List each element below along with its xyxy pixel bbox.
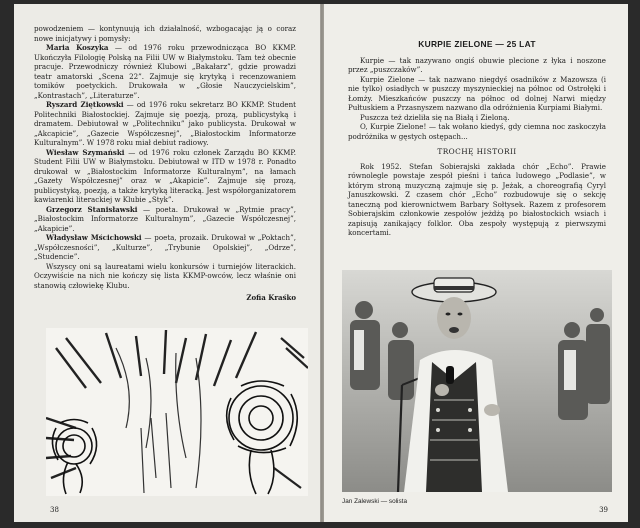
photo-image xyxy=(342,270,612,492)
bio-entry xyxy=(34,205,296,234)
photo-caption: Jan Zalewski — solista xyxy=(342,498,407,505)
paragraph-4: O, Kurpie Zielone! — tak wołano kiedyś, gdy ciemna noc zaskoczyła podróżnika w gęstych ostępach... xyxy=(348,122,606,141)
right-page xyxy=(324,4,628,522)
bio-name: Maria Koszyka xyxy=(46,43,109,52)
bio-entry xyxy=(34,233,296,262)
right-text-column xyxy=(348,40,606,238)
author-signature: Zofia Kraśko xyxy=(246,293,296,302)
bio-text: — od 1976 roku przewodnicząca BO KKMP. Ukończyła Filologię Polską na Filii UW w Białymstoku. Tam też obecnie pracuje. Przewodniczy również Klubowi „Bakałarz”, gdzie prowadzi teatr amatorski „Scena 22”. Zajmuje się krytyką i recenzowaniem tomików poetyckich. Drukowała w „Głosie Nauczycielskim”, „Kontrastach”, „Literaturze”. xyxy=(34,43,297,100)
paragraph-5: Rok 1952. Stefan Sobierajski zakłada chór „Echo”. Prawie równolegle powstaje zespół pieśni i tańca ludowego „Podlasie”, w którym stroną muzyczną zajmuje się p. Jeżak, a choreografią Cyryl Januszkowski. Z czasem chór „Echo” rozbudowuje się o sekcję taneczną pod kierownictwem Barbary Sołtysek. Razem z profesorem Sobierajskim członkowie zespołów jeżdżą po białostockich wsiach i zapisują zanikający folklor. Oba zespoły występują z pierwszymi koncertami. xyxy=(348,161,606,237)
bio-entry xyxy=(34,148,296,205)
paragraph-2: Kurpie Zielone — tak nazwano niegdyś osadników z Mazowsza (i nie tylko) osiadłych w puszczy myszynieckiej na północ od Ostrołęki i Łomży. Mieszkańców puszczy na północ od dolnej Narwi między Pułtuskiem a Przasnyszem nazwano dla odróżnienia Kurpiami Białymi. xyxy=(348,74,606,112)
bio-entry xyxy=(34,100,296,148)
left-page xyxy=(14,4,320,522)
page-number-right: 39 xyxy=(599,506,608,514)
illustration-drawing xyxy=(46,328,308,496)
bio-name: Ryszard Ziętkowski xyxy=(46,100,124,109)
left-text-column xyxy=(34,24,296,303)
paragraph-1: Kurpie — tak nazywano ongiś obuwie plecione z łyka i noszone przez „puszczaków”. xyxy=(348,55,606,74)
bio-entry xyxy=(34,43,296,100)
section-subtitle: TROCHĘ HISTORII xyxy=(437,147,517,156)
article-title: KURPIE ZIELONE — 25 LAT xyxy=(418,39,536,49)
bio-text: — od 1976 roku członek Zarządu BO KKMP. Student Filii UW w Białymstoku. Debiutował w ITD w 1978 r. Ponadto drukował w „Białostockim Informatorze Kulturalnym”, na łamach „Gazety Współczesnej” oraz w „Akapicie”. Zajmuje się prozą, publicystyką, poezją, a także krytyką literacką. Jest współorganizatorem kawiarenki literackiej w Klubie „Styk”. xyxy=(34,147,296,204)
bio-name: Grzegorz Stanisławski xyxy=(46,204,138,214)
page-number-left: 38 xyxy=(50,506,59,514)
paragraph-3: Puszcza też dzieliła się na Białą i Zieloną. xyxy=(360,112,510,122)
singer-photo xyxy=(342,270,612,492)
bio-text: — poeta. Drukował w „Rytmie pracy”, „Białostockim Informatorze Kulturalnym”, „Gazecie Współczesnej”, „Akapicie”. xyxy=(34,204,296,233)
bio-name: Władysław Mścichowski xyxy=(46,233,142,242)
bio-name: Wiesław Szymański xyxy=(46,147,125,157)
bio-text: — od 1976 roku sekretarz BO KKMP. Student Politechniki Białostockiej. Zajmuje się poezją, prozą, publicystyką i dramatem. Debiutował w „Politechniku” jako publicysta. Drukował w „Akcapicie”, „Gazecie Współczesnej”, „Białostockim Informatorze Kulturalnym”. W 1978 roku miał debiut radiowy. xyxy=(34,100,296,147)
closing-paragraph: Wszyscy oni są laureatami wielu konkursów i turniejów literackich. Oczywiście na nich nie kończy się lista KKMP-owców, lecz właśnie oni stanowią człowiekę Klubu. xyxy=(34,261,296,290)
intro-paragraph: powodzeniem — kontynuują ich działalność, wzbogacając ją o coraz nowe inicjatywy i pomysły: xyxy=(34,24,296,43)
bio-text: — poeta, prozaik. Drukował w „Poktach”, „Współczesności”, „Kulturze”, „Trybunie Opolskiej”, „Odrze”, „Studencie”. xyxy=(34,233,296,261)
chrysanthemum-illustration xyxy=(46,328,308,496)
